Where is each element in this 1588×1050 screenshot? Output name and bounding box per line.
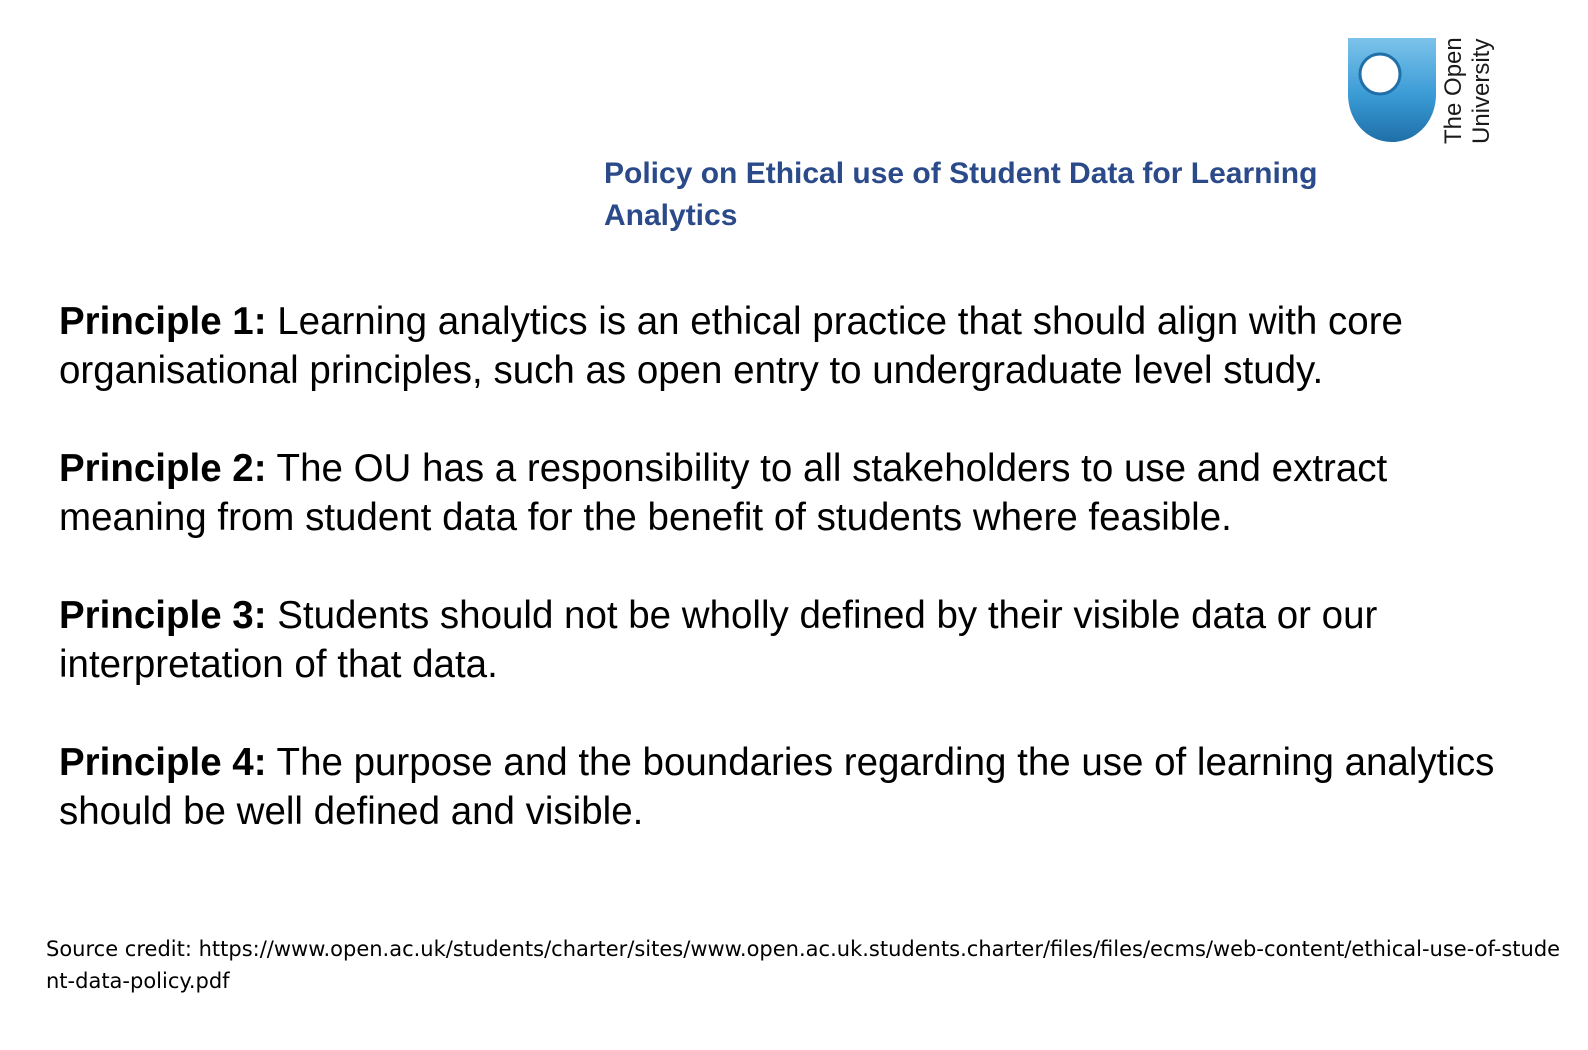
principle-item — [59, 739, 1539, 836]
document-title: Policy on Ethical use of Student Data for Learning Analytics — [604, 157, 1318, 232]
source-credit: Source credit: https://www.open.ac.uk/students/charter/sites/www.open.ac.uk.students.charter/files/files/ecms/web-content/ethical-use-of-student-data-policy.pdf — [46, 937, 1561, 993]
logo-line-1: The Open — [1440, 37, 1467, 144]
principle-label: Principle 1: — [59, 300, 267, 343]
principle-label: Principle 3: — [59, 594, 267, 637]
principle-item — [59, 592, 1539, 689]
principle-item — [59, 298, 1539, 395]
shield-logo-icon — [1346, 36, 1438, 144]
principle-label: Principle 4: — [59, 741, 267, 784]
principle-text: The purpose and the boundaries regarding the use of learning analytics should be well defined and visible. — [59, 741, 1495, 833]
principle-label: Principle 2: — [59, 447, 267, 490]
principle-text: Learning analytics is an ethical practice that should align with core organisational principles, such as open entry to undergraduate level study. — [59, 300, 1403, 392]
logo-line-2: University — [1468, 38, 1495, 144]
principle-item — [59, 445, 1539, 542]
principle-text: Students should not be wholly defined by their visible data or our interpretation of that data. — [59, 594, 1378, 686]
logo-wordmark — [1440, 36, 1500, 144]
open-university-logo — [1346, 36, 1506, 148]
principles-list — [59, 298, 1539, 886]
principle-text: The OU has a responsibility to all stakeholders to use and extract meaning from student data for the benefit of students where feasible. — [59, 447, 1388, 539]
